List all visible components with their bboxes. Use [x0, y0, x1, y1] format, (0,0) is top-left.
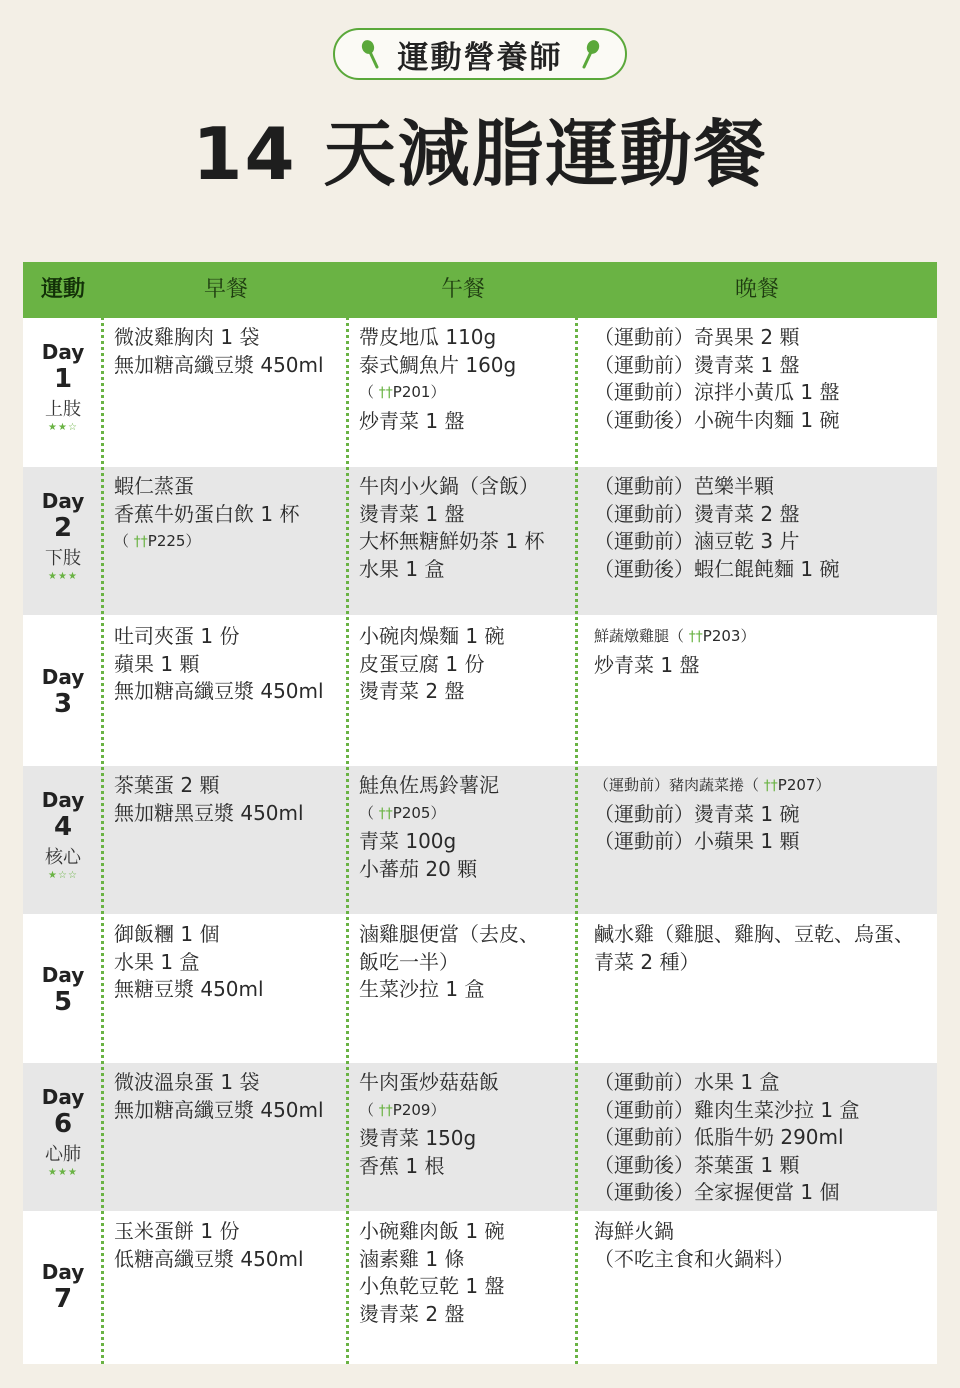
day-label: Day — [41, 340, 85, 364]
meal-item: 蘋果 1 顆 — [114, 651, 200, 676]
day-label: Day — [41, 1085, 85, 1109]
meal-item: 香蕉牛奶蛋白飲 1 杯 — [114, 501, 300, 526]
meal-item: 牛肉小火鍋（含飯） — [359, 474, 539, 498]
meal-item: （運動前）芭樂半顆 — [594, 474, 774, 498]
meal-item: 鮮蔬燉雞腿（ ††P203） — [594, 627, 756, 645]
meal-item: （ ††P201） — [359, 383, 446, 401]
meal-item: 玉米蛋餅 1 份 — [114, 1219, 240, 1243]
meal-item: 燙青菜 2 盤 — [359, 1301, 465, 1326]
day-number: 6 — [53, 1109, 73, 1139]
meal-item: （運動前）小蘋果 1 顆 — [594, 829, 800, 853]
meal-item: 燙青菜 150g — [359, 1126, 477, 1150]
table-row — [23, 617, 937, 765]
meal-item: （運動前）涼拌小黃瓜 1 盤 — [594, 380, 840, 404]
meal-item: （ ††P205） — [359, 803, 446, 822]
workout-tag: 心肺 — [45, 1144, 81, 1165]
lunch-cell — [359, 772, 499, 883]
table-row — [23, 766, 937, 914]
badge-label: 運動營養師 — [397, 39, 563, 76]
meal-item: （運動前）燙青菜 2 盤 — [594, 501, 800, 526]
meal-item: （運動後）小碗牛肉麵 1 碗 — [594, 407, 840, 432]
title-badge — [333, 28, 627, 80]
fork-knife-icon: †† — [133, 534, 148, 550]
dinner-cell — [594, 473, 839, 583]
meal-item: 無加糖黑豆漿 450ml — [114, 800, 304, 825]
meal-item: 牛肉蛋炒菇菇飯 — [359, 1070, 499, 1094]
fork-knife-icon: †† — [763, 778, 778, 794]
breakfast-cell — [114, 473, 299, 557]
meal-item: （運動前）豬肉蔬菜捲（ ††P207） — [594, 776, 831, 794]
fork-knife-icon: †† — [378, 1102, 393, 1119]
meal-item: 低糖高纖豆漿 450ml — [114, 1246, 304, 1271]
meal-item: 炒青菜 1 盤 — [359, 408, 465, 433]
meal-item: （運動前）燙青菜 1 碗 — [594, 801, 800, 826]
meal-item: 小魚乾豆乾 1 盤 — [359, 1274, 505, 1298]
meal-item: 小蕃茄 20 顆 — [359, 856, 478, 881]
day-number: 1 — [53, 364, 73, 394]
dinner-cell — [594, 623, 755, 679]
meal-item: 鮭魚佐馬鈴薯泥 — [359, 773, 499, 797]
meal-item: 蝦仁蒸蛋 — [114, 474, 194, 498]
day-number: 7 — [53, 1284, 73, 1314]
dinner-cell — [594, 324, 839, 434]
meal-item: （運動前）水果 1 盒 — [594, 1070, 780, 1094]
meal-plan-table — [23, 262, 937, 1364]
meal-item: 滷雞腿便當（去皮、 — [359, 922, 539, 946]
lunch-cell — [359, 1218, 504, 1328]
header-dinner: 晚餐 — [734, 277, 779, 302]
header-breakfast: 早餐 — [203, 277, 248, 302]
meal-item: 青菜 100g — [359, 829, 457, 853]
header-lunch: 午餐 — [440, 277, 485, 302]
day-cell — [23, 915, 103, 1063]
day-cell — [23, 766, 103, 914]
meal-item: （運動後）蝦仁餛飩麵 1 碗 — [594, 556, 840, 581]
day-label: Day — [41, 788, 85, 812]
table-row — [23, 467, 937, 615]
meal-item: 茶葉蛋 2 顆 — [114, 773, 220, 797]
meal-item: 帶皮地瓜 110g — [359, 325, 497, 349]
day-label: Day — [41, 963, 85, 987]
day-cell — [23, 1212, 103, 1360]
day-number: 4 — [53, 812, 73, 842]
lunch-cell — [359, 921, 539, 1004]
meal-item: （運動前）燙青菜 1 盤 — [594, 352, 800, 377]
meal-item: （運動前）滷豆乾 3 片 — [594, 529, 800, 553]
lunch-cell — [359, 623, 504, 706]
fork-knife-icon: †† — [378, 385, 393, 401]
dinner-cell — [594, 921, 914, 976]
breakfast-cell — [114, 324, 324, 379]
workout-tag: 核心 — [45, 847, 81, 868]
meal-item: 香蕉 1 根 — [359, 1153, 445, 1178]
page-title: 14 天減脂運動餐 — [192, 112, 768, 196]
meal-item: 微波溫泉蛋 1 袋 — [114, 1070, 260, 1094]
day-label: Day — [41, 665, 85, 689]
meal-item: （運動前）奇異果 2 顆 — [594, 325, 800, 349]
lunch-cell — [359, 1069, 499, 1180]
day-cell — [23, 1063, 103, 1211]
meal-item: （運動前）雞肉生菜沙拉 1 盒 — [594, 1097, 860, 1122]
meal-item: 無加糖高纖豆漿 450ml — [114, 1097, 324, 1122]
breakfast-cell — [114, 921, 264, 1004]
meal-item: 無加糖高纖豆漿 450ml — [114, 679, 324, 703]
workout-tag: 上肢 — [45, 399, 81, 420]
day-number: 2 — [53, 513, 73, 543]
meal-item: 御飯糰 1 個 — [114, 922, 220, 946]
meal-item: 青菜 2 種） — [594, 949, 700, 974]
meal-item: 無糖豆漿 450ml — [114, 977, 264, 1001]
day-label: Day — [41, 1260, 85, 1284]
intensity-stars: ★★★ — [48, 571, 78, 582]
meal-item: 炒青菜 1 盤 — [594, 652, 700, 677]
meal-item: （ ††P209） — [359, 1100, 446, 1119]
column-divider — [101, 262, 104, 1364]
meal-item: 小碗肉燥麵 1 碗 — [359, 624, 505, 648]
dinner-cell — [594, 1218, 794, 1273]
spoon-icon — [579, 39, 601, 69]
meal-item: 海鮮火鍋 — [594, 1219, 674, 1243]
meal-item: （運動後）全家握便當 1 個 — [594, 1180, 840, 1204]
fork-knife-icon: †† — [378, 805, 393, 822]
meal-item: 燙青菜 2 盤 — [359, 679, 465, 703]
meal-item: （ ††P225） — [114, 532, 201, 550]
day-number: 3 — [53, 689, 73, 719]
meal-item: 泰式鯛魚片 160g — [359, 352, 517, 377]
intensity-stars: ★☆☆ — [48, 870, 78, 881]
breakfast-cell — [114, 1069, 324, 1124]
meal-item: 滷素雞 1 條 — [359, 1246, 465, 1271]
day-cell — [23, 318, 103, 466]
header-exercise: 運動 — [40, 277, 85, 302]
breakfast-cell — [114, 623, 324, 706]
column-divider — [575, 262, 578, 1364]
dinner-cell — [594, 772, 830, 856]
table-row — [23, 1063, 937, 1211]
meal-item: 水果 1 盒 — [359, 556, 445, 581]
spoon-icon — [360, 39, 382, 69]
table-header — [23, 262, 937, 318]
meal-item: （不吃主食和火鍋料） — [594, 1246, 794, 1271]
workout-tag: 下肢 — [45, 548, 81, 569]
meal-item: （運動後）茶葉蛋 1 顆 — [594, 1152, 800, 1177]
meal-item: 無加糖高纖豆漿 450ml — [114, 352, 324, 377]
intensity-stars: ★★☆ — [48, 422, 78, 433]
meal-item: 大杯無糖鮮奶茶 1 杯 — [359, 529, 545, 553]
breakfast-cell — [114, 1218, 304, 1273]
lunch-cell — [359, 473, 544, 583]
day-cell — [23, 617, 103, 765]
meal-item: 微波雞胸肉 1 袋 — [114, 325, 260, 349]
meal-item: 燙青菜 1 盤 — [359, 501, 465, 526]
dinner-cell — [594, 1069, 859, 1207]
day-number: 5 — [53, 987, 73, 1017]
meal-item: （運動前）低脂牛奶 290ml — [594, 1125, 844, 1149]
meal-item: 水果 1 盒 — [114, 949, 200, 974]
meal-item: 生菜沙拉 1 盒 — [359, 977, 485, 1001]
column-divider — [346, 262, 349, 1364]
breakfast-cell — [114, 772, 304, 827]
meal-item: 飯吃一半） — [359, 949, 459, 974]
day-label: Day — [41, 489, 85, 513]
table-row — [23, 915, 937, 1063]
table-row — [23, 1212, 937, 1360]
day-cell — [23, 467, 103, 615]
lunch-cell — [359, 324, 516, 435]
meal-item: 鹹水雞（雞腿、雞胸、豆乾、烏蛋、 — [594, 922, 914, 946]
intensity-stars: ★★★ — [48, 1167, 78, 1178]
table-row — [23, 318, 937, 466]
meal-item: 小碗雞肉飯 1 碗 — [359, 1219, 505, 1243]
meal-item: 吐司夾蛋 1 份 — [114, 624, 240, 648]
fork-knife-icon: †† — [688, 629, 703, 645]
meal-item: 皮蛋豆腐 1 份 — [359, 651, 485, 676]
